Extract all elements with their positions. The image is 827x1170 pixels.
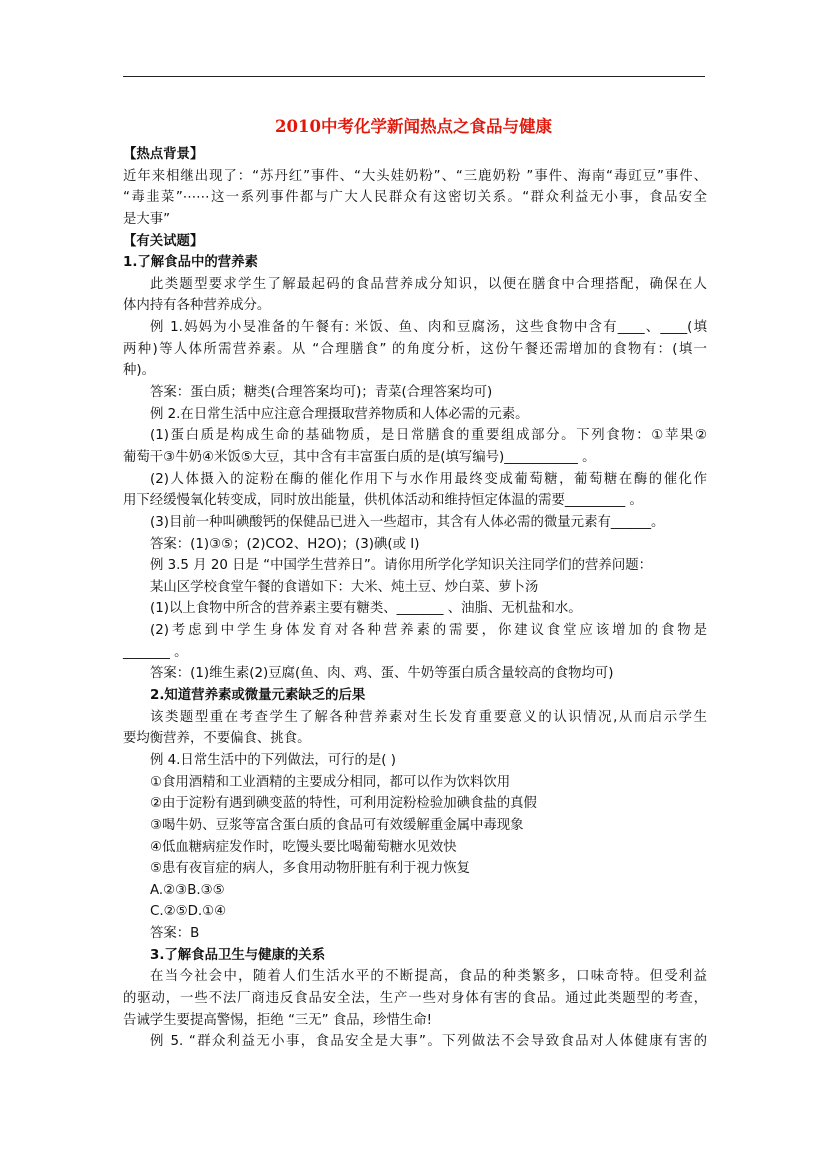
choice-line: A.②③B.③⑤ [150, 882, 225, 898]
question-line: (1)以上食物中所含的营养素主要有糖类、_______ 、油脂、无机盐和水。 [150, 601, 582, 617]
header-rule [123, 76, 705, 77]
paragraph-line: 在当今社会中，随着人们生活水平的不断提高，食品的种类繁多，口味奇特。但受利益 [150, 969, 707, 985]
paragraph-line: “毒韭菜”⋯⋯这一系列事件都与广大人民群众有这密切关系。“群众利益无小事，食品安全 [123, 190, 707, 206]
answer-line: 答案：(1)维生素(2)豆腐(鱼、肉、鸡、蛋、牛奶等蛋白质含量较高的食物均可) [150, 666, 614, 682]
option-line: ⑤患有夜盲症的病人，多食用动物肝脏有利于视力恢复 [150, 861, 470, 877]
question-line: 例 2.在日常生活中应注意合理摄取营养物质和人体必需的元素。 [150, 406, 529, 422]
answer-line: 答案：B [150, 926, 200, 942]
question-line: _______ 。 [123, 644, 188, 660]
document-title: 2010中考化学新闻热点之食品与健康 [275, 117, 552, 136]
section-heading-questions: 【有关试题】 [123, 233, 204, 249]
question-line: 例 1.妈妈为小旻准备的午餐有: 米饭、鱼、肉和豆腐汤，这些食物中含有____、____(填 [150, 320, 707, 336]
question-line: 例 3.5 月 20 日是 “中国学生营养日”。请你用所学化学知识关注同学们的营养问题： [150, 558, 652, 574]
paragraph-line: 体内持有各种营养成分。 [123, 298, 271, 314]
question-line: (2)人体摄入的淀粉在酶的催化作用下与水作用最终变成葡萄糖，葡萄糖在酶的催化作 [150, 471, 707, 487]
answer-line: 答案：蛋白质；糖类(合理答案均可)；青菜(合理答案均可) [150, 385, 493, 401]
subsection-heading-2: 2.知道营养素或微量元素缺乏的后果 [150, 688, 366, 704]
question-line: 用下经缓慢氧化转变成，同时放出能量，供机体活动和维持恒定体温的需要_________ 。 [123, 493, 643, 509]
question-line: 某山区学校食堂午餐的食谱如下：大米、炖土豆、炒白菜、萝卜汤 [150, 579, 539, 595]
paragraph-line: 该类题型重在考查学生了解各种营养素对生长发育重要意义的认识情况,从而启示学生 [150, 709, 707, 725]
paragraph-line: 要均衡营养，不要偏食、挑食。 [123, 731, 311, 747]
paragraph-line: 是大事” [123, 211, 171, 227]
option-line: ③喝牛奶、豆浆等富含蛋白质的食品可有效缓解重金属中毒现象 [150, 817, 524, 833]
option-line: ④低血糖病症发作时，吃馒头要比喝葡萄糖水见效快 [150, 839, 457, 855]
answer-line: 答案：(1)③⑤；(2)CO2、H2O)；(3)碘(或 I) [150, 536, 420, 552]
question-line: (1)蛋白质是构成生命的基础物质，是日常膳食的重要组成部分。下列食物：①苹果② [150, 428, 707, 444]
question-line: 例 5. “群众利益无小事，食品安全是大事”。下列做法不会导致食品对人体健康有害的 [150, 1034, 707, 1050]
paragraph-line: 告诫学生要提高警惕，拒绝 “三无” 食品，珍惜生命! [123, 1012, 432, 1028]
subsection-heading-1: 1.了解食品中的营养素 [123, 255, 258, 271]
question-line: 例 4.日常生活中的下列做法，可行的是( ) [150, 752, 396, 768]
document-body [123, 144, 707, 1053]
paragraph-line: 近年来相继出现了：“苏丹红”事件、“大头娃奶粉”、“三鹿奶粉 ”事件、海南“毒豇豆”事件、 [123, 168, 707, 184]
question-line: (2)考虑到中学生身体发育对各种营养素的需要，你建议食堂应该增加的食物是 [150, 623, 707, 639]
question-line: 两种)等人体所需营养素。从 “合理膳食” 的角度分析，这份午餐还需增加的食物有：(填一 [123, 341, 707, 357]
paragraph-line: 此类题型要求学生了解最起码的食品营养成分知识，以便在膳食中合理搭配，确保在人 [150, 276, 707, 292]
subsection-heading-3: 3.了解食品卫生与健康的关系 [150, 947, 326, 963]
section-heading-background: 【热点背景】 [123, 147, 204, 162]
choice-line: C.②⑤D.①④ [150, 904, 227, 920]
option-line: ②由于淀粉有遇到碘变蓝的特性，可利用淀粉检验加碘食盐的真假 [150, 796, 537, 812]
option-line: ①食用酒精和工业酒精的主要成分相同，都可以作为饮料饮用 [150, 774, 511, 790]
question-line: 葡萄干③牛奶④米饭⑤大豆，其中含有丰富蛋白质的是(填写编号)___________ 。 [123, 449, 596, 465]
question-line: 种)。 [123, 363, 156, 379]
question-line: (3)目前一种叫碘酸钙的保健品已进入一些超市，其含有人体必需的微量元素有______。 [150, 514, 665, 530]
paragraph-line: 的驱动，一些不法厂商违反食品安全法，生产一些对身体有害的食品。通过此类题型的考查， [123, 990, 707, 1006]
